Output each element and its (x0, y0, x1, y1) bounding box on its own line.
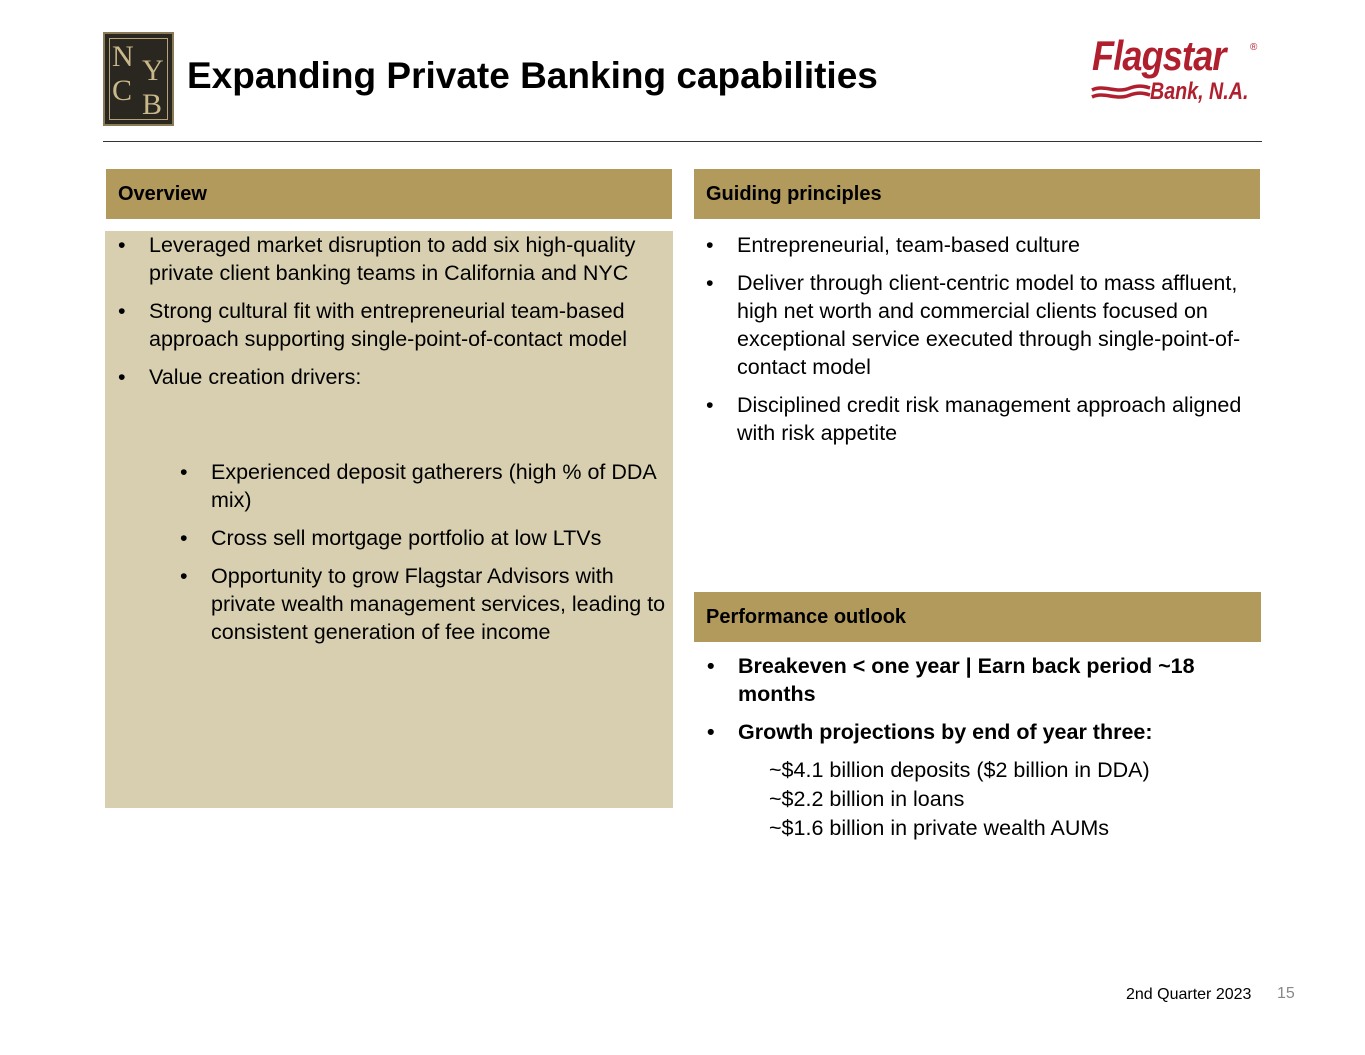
header-divider (103, 141, 1262, 142)
list-item: • Experienced deposit gatherers (high % of DDA mix) (180, 460, 656, 512)
projection-loans: ~$2.2 billion in loans (769, 787, 965, 811)
flag-wave-icon (1090, 82, 1152, 104)
page-number: 15 (1277, 985, 1295, 1002)
growth-projections (769, 756, 1150, 843)
page-title: Expanding Private Banking capabilities (187, 55, 878, 96)
list-item: • Cross sell mortgage portfolio at low LTVs (180, 526, 602, 550)
guiding-principles-heading: Guiding principles (694, 169, 1260, 219)
overview-heading: Overview (106, 169, 672, 219)
projection-deposits: ~$4.1 billion deposits ($2 billion in DDA) (769, 758, 1150, 782)
list-item: • Deliver through client-centric model to mass affluent, high net worth and commercial clients focused on exceptional service executed through single-point-of-contact model (706, 271, 1241, 379)
registered-mark-icon: ® (1250, 42, 1258, 53)
flagstar-logo-name: Flagstar (1092, 32, 1226, 79)
list-item: • Breakeven < one year | Earn back period ~18 months (707, 654, 1195, 706)
list-item: • Strong cultural fit with entrepreneurial team-based approach supporting single-point-of-contact model (118, 299, 628, 351)
overview-list (118, 231, 669, 401)
footer-period: 2nd Quarter 2023 (1126, 986, 1252, 1003)
logo-letter-y: Y (142, 54, 164, 87)
guiding-principles-list (706, 231, 1262, 447)
list-item: • Leveraged market disruption to add six high-quality private client banking teams in California and NYC (118, 233, 636, 285)
list-item: • Value creation drivers: (118, 365, 362, 389)
nycb-logo (103, 32, 174, 126)
logo-letter-c: C (112, 74, 133, 107)
logo-letter-n: N (112, 40, 134, 73)
list-item: • Growth projections by end of year three: (707, 720, 1153, 744)
flagstar-logo (1090, 32, 1265, 110)
projection-aum: ~$1.6 billion in private wealth AUMs (769, 816, 1110, 840)
performance-list (707, 652, 1260, 746)
list-item: • Disciplined credit risk management approach aligned with risk appetite (706, 393, 1242, 445)
list-item: • Opportunity to grow Flagstar Advisors with private wealth management services, leading to consistent generation of fee income (180, 564, 666, 644)
performance-outlook-heading: Performance outlook (694, 592, 1261, 642)
overview-sublist (180, 458, 669, 646)
logo-letter-b: B (142, 88, 163, 121)
list-item: • Entrepreneurial, team-based culture (706, 233, 1080, 257)
flagstar-logo-subtitle: Bank, N.A. (1150, 78, 1249, 105)
